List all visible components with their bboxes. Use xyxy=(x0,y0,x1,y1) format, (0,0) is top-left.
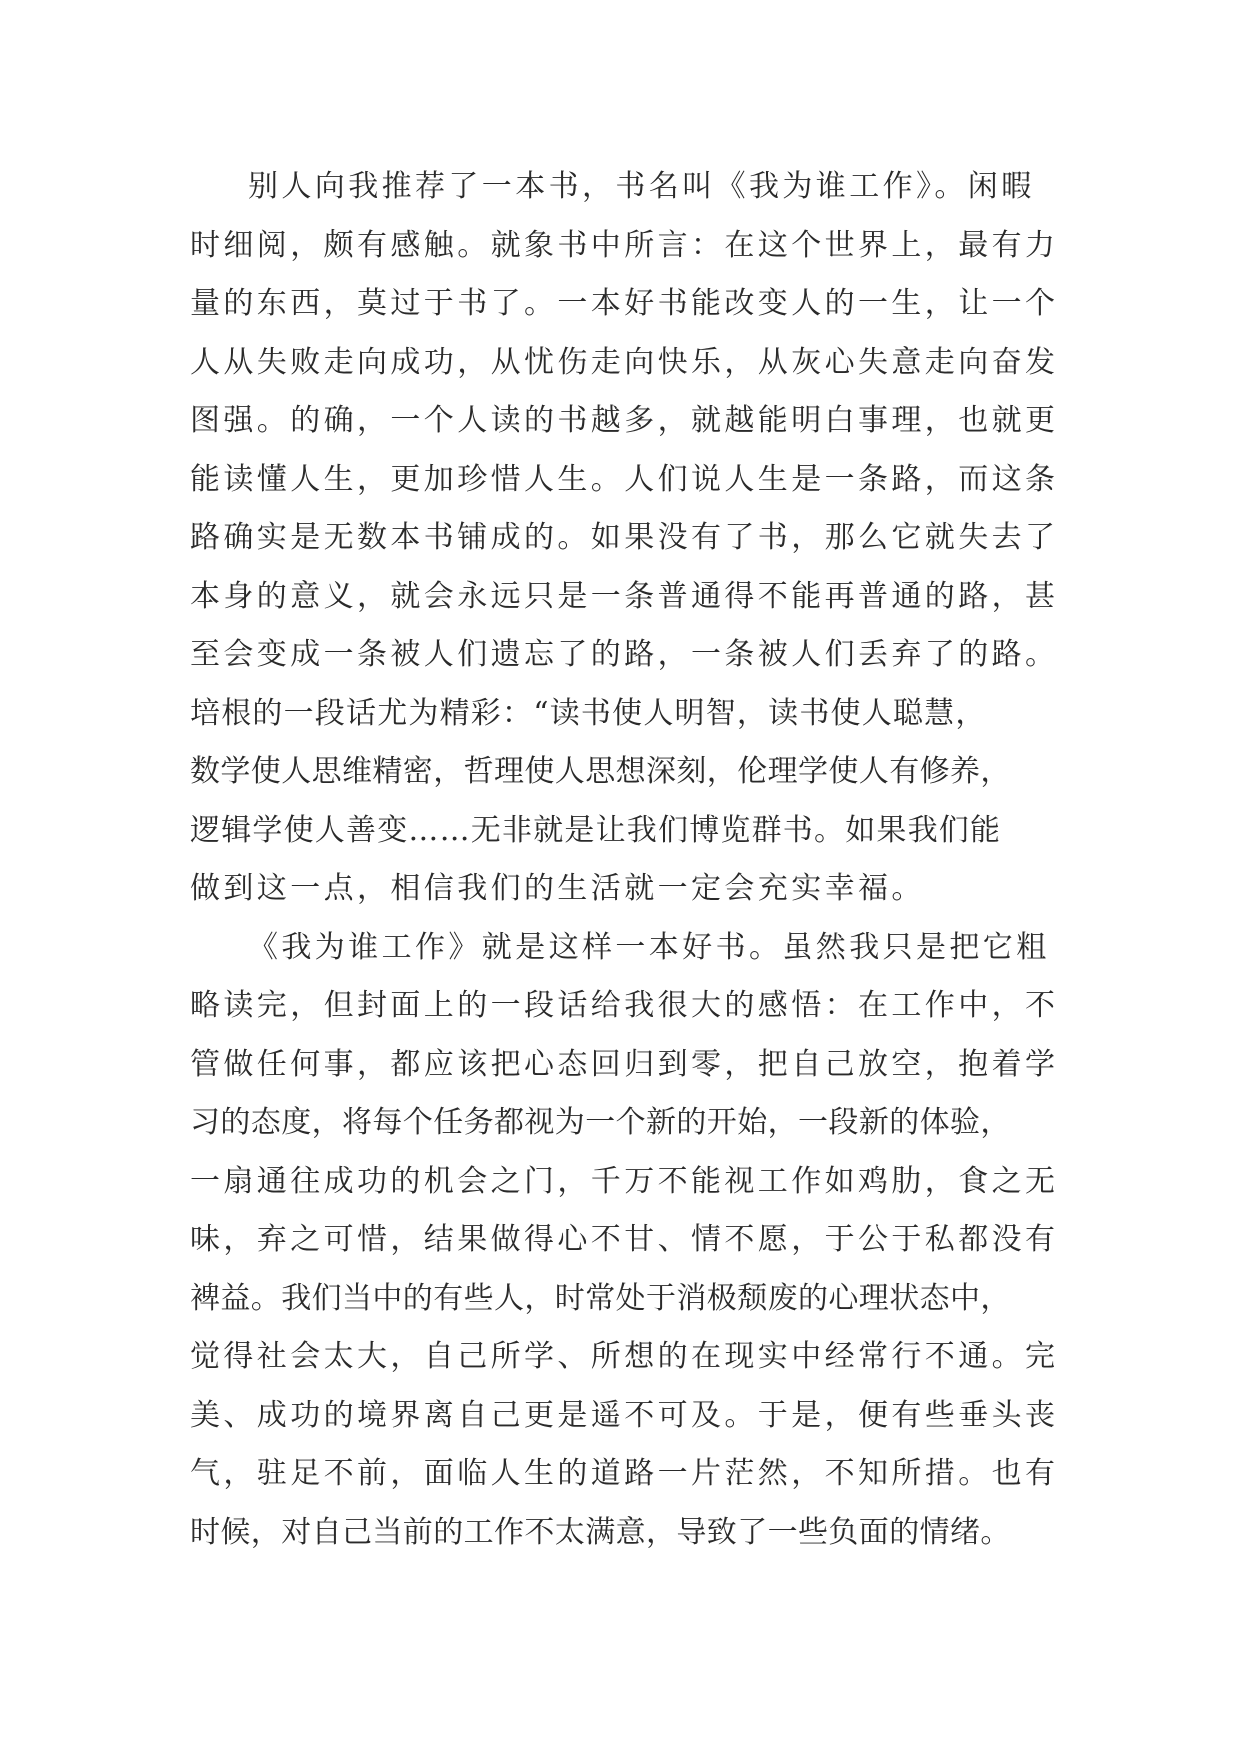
text-line: 一扇通往成功的机会之门，千万不能视工作如鸡肋，食之无 xyxy=(190,1163,1059,1199)
body-text xyxy=(190,158,1060,1562)
text-line: 人从失败走向成功，从忧伤走向快乐，从灰心失意走向奋发 xyxy=(190,344,1059,380)
text-line: 数学使人思维精密，哲理使人思想深刻，伦理学使人有修养， xyxy=(190,754,1011,789)
text-line: 时细阅，颇有感触。就象书中所言：在这个世界上，最有力 xyxy=(190,227,1059,263)
text-line: 《我为谁工作》就是这样一本好书。虽然我只是把它粗 xyxy=(248,929,1050,965)
text-line: 别人向我推荐了一本书，书名叫《我为谁工作》。闲暇 xyxy=(248,169,1035,204)
text-line: 做到这一点，相信我们的生活就一定会充实幸福。 xyxy=(190,871,925,906)
text-line: 气，驻足不前，面临人生的道路一片茫然，不知所措。也有 xyxy=(190,1456,1059,1491)
text-line: 能读懂人生，更加珍惜人生。人们说人生是一条路，而这条 xyxy=(190,461,1059,497)
text-line: 时候，对自己当前的工作不太满意，导致了一些负面的情绪。 xyxy=(190,1514,1011,1550)
text-line: 觉得社会太大，自己所学、所想的在现实中经常行不通。完 xyxy=(190,1339,1059,1374)
text-line: 量的东西，莫过于书了。一本好书能改变人的一生，让一个 xyxy=(190,286,1059,321)
text-line: 图强。的确，一个人读的书越多，就越能明白事理，也就更 xyxy=(190,403,1059,438)
text-line: 逻辑学使人善变……无非就是让我们博览群书。如果我们能 xyxy=(190,812,1002,848)
text-line: 管做任何事，都应该把心态回归到零，把自己放空，抱着学 xyxy=(190,1046,1059,1082)
text-line: 本身的意义，就会永远只是一条普通得不能再普通的路，甚 xyxy=(190,578,1059,614)
text-line: 略读完，但封面上的一段话给我很大的感悟：在工作中，不 xyxy=(190,988,1059,1023)
text-line: 裨益。我们当中的有些人，时常处于消极颓废的心理状态中， xyxy=(190,1280,1011,1316)
text-line: 培根的一段话尤为精彩：“读书使人明智，读书使人聪慧， xyxy=(190,695,987,731)
text-line: 美、成功的境界离自己更是遥不可及。于是，便有些垂头丧 xyxy=(190,1397,1059,1433)
text-line: 习的态度，将每个任务都视为一个新的开始，一段新的体验， xyxy=(190,1105,1011,1140)
text-line: 至会变成一条被人们遗忘了的路，一条被人们丢弃了的路。 xyxy=(190,637,1059,672)
text-line: 味，弃之可惜，结果做得心不甘、情不愿，于公于私都没有 xyxy=(190,1222,1059,1257)
text-line: 路确实是无数本书铺成的。如果没有了书，那么它就失去了 xyxy=(190,520,1059,555)
